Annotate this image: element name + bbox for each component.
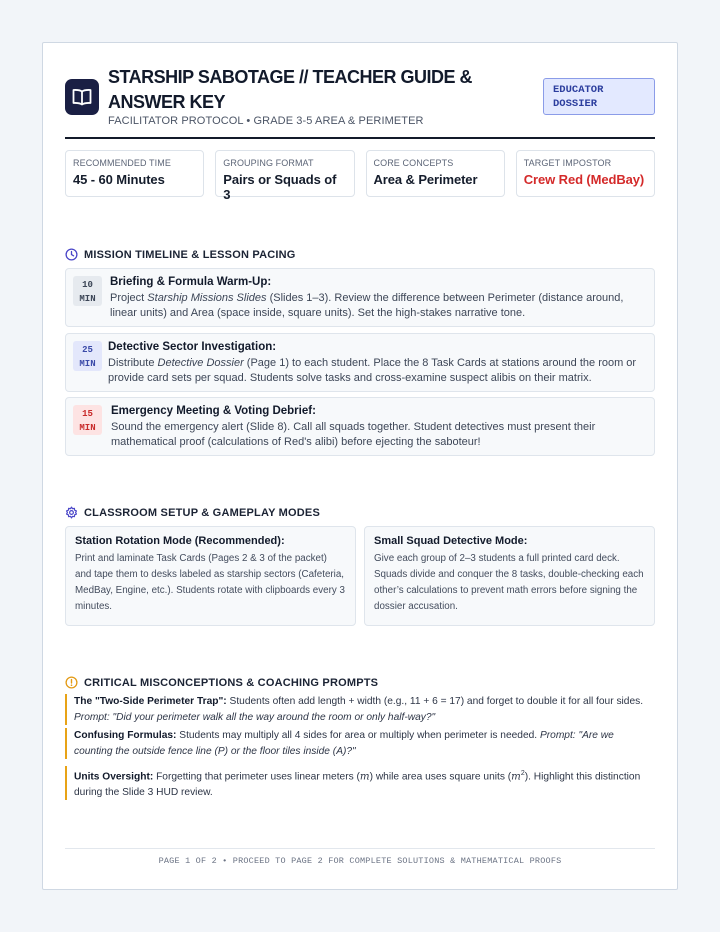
duration-unit: MIN xyxy=(79,359,96,369)
page-footer: PAGE 1 OF 2 • PROCEED TO PAGE 2 FOR COMPLETE SOLUTIONS & MATHEMATICAL PROOFS xyxy=(158,856,562,866)
footer-divider xyxy=(65,848,655,849)
timeline-heading xyxy=(65,248,296,261)
book-icon xyxy=(65,79,99,115)
alert-icon xyxy=(65,676,78,689)
timeline-item xyxy=(65,333,655,392)
header-divider xyxy=(65,137,655,139)
timeline-item-desc: Sound the emergency alert (Slide 8). Call all squads together. Student detectives must present their mathematical proof (calculations of Red's alibi) before ejecting the saboteur! xyxy=(111,421,596,448)
info-card-value: Area & Perimeter xyxy=(373,172,478,187)
timeline-item xyxy=(65,268,655,327)
info-card-value: Crew Red (MedBay) xyxy=(523,172,645,187)
misconception-item: Confusing Formulas: Students may multiply all 4 sides for area or multiply when perimeter is needed. Prompt: "Are we counting the outside fence line (P) or the floor tiles inside (A)?" xyxy=(65,728,655,759)
timeline-item-title: Detective Sector Investigation: xyxy=(108,341,277,353)
info-card-label: RECOMMENDED TIME xyxy=(73,158,171,168)
info-card-concepts xyxy=(366,150,505,197)
timeline-heading-text: MISSION TIMELINE & LESSON PACING xyxy=(84,248,296,261)
mode-desc: Print and laminate Task Cards (Pages 2 & 3 of the packet) and tape them to desks labeled as starship sectors (Cafeteria, MedBay, Engine, etc.). Students rotate with clipboards every 3 minutes. xyxy=(75,553,345,612)
misconception-item: Units Oversight: Forgetting that perimeter uses linear meters (m) while area uses square units $(m^2)$. Highlight this distinction during the Slide 3 HUD review. xyxy=(65,766,655,800)
duration-unit: MIN xyxy=(79,423,96,433)
timeline-item xyxy=(65,397,655,456)
duration-value: 25 xyxy=(82,345,93,355)
badge-line-1: EDUCATOR xyxy=(553,84,604,96)
info-card-label: GROUPING FORMAT xyxy=(223,158,314,168)
info-card-time xyxy=(65,150,204,197)
info-card-grouping xyxy=(215,150,354,202)
setup-heading xyxy=(65,506,320,519)
info-card-label: CORE CONCEPTS xyxy=(373,158,454,168)
page-subtitle: FACILITATOR PROTOCOL • GRADE 3-5 AREA & PERIMETER xyxy=(108,115,424,127)
timeline-item-desc: Project Starship Missions Slides (Slides 1–3). Review the difference between Perimeter (distance around, linear units) and Area (space inside, square units). Set the high-stakes narrative tone. xyxy=(110,292,624,319)
duration-badge xyxy=(73,276,102,306)
info-card-label: TARGET IMPOSTOR xyxy=(523,158,612,168)
duration-badge xyxy=(73,341,102,371)
timeline-item-title: Briefing & Formula Warm-Up: xyxy=(110,276,272,288)
mode-card-squad xyxy=(364,526,655,626)
mode-card-station xyxy=(65,526,356,626)
info-card-value: 45 - 60 Minutes xyxy=(73,172,165,187)
document-page xyxy=(42,42,678,890)
info-card-value: Pairs or Squads of 3 xyxy=(223,172,337,202)
badge-line-2: DOSSIER xyxy=(553,98,598,110)
page-title: STARSHIP SABOTAGE // TEACHER GUIDE & ANSWER KEY xyxy=(108,67,473,112)
duration-value: 10 xyxy=(82,280,93,290)
duration-unit: MIN xyxy=(79,294,96,304)
info-cards xyxy=(65,150,655,202)
gear-icon xyxy=(65,506,78,519)
mode-desc: Give each group of 2–3 students a full printed card deck. Squads divide and conquer the 8 tasks, double-checking each other’s calculations to prevent math errors before signing the dossier accusation. xyxy=(374,553,644,612)
mode-title: Station Rotation Mode (Recommended): xyxy=(75,535,285,547)
mode-title: Small Squad Detective Mode: xyxy=(374,535,528,547)
info-card-impostor xyxy=(516,150,655,197)
clock-icon xyxy=(65,248,78,261)
educator-dossier-badge xyxy=(543,78,655,115)
duration-value: 15 xyxy=(82,409,93,419)
duration-badge xyxy=(73,405,102,435)
misconceptions-heading-text: CRITICAL MISCONCEPTIONS & COACHING PROMPTS xyxy=(84,676,379,689)
timeline-item-title: Emergency Meeting & Voting Debrief: xyxy=(111,405,316,417)
timeline-item-desc: Distribute Detective Dossier (Page 1) to each student. Place the 8 Task Cards at stations around the room or provide card sets per squad. Students solve tasks and cross-examine suspect alibis on their matrix. xyxy=(108,357,637,384)
setup-heading-text: CLASSROOM SETUP & GAMEPLAY MODES xyxy=(84,506,321,519)
misconceptions-heading xyxy=(65,676,378,689)
misconception-item: The "Two-Side Perimeter Trap": Students often add length + width (e.g., 11 + 6 = 17) and forget to double it for all four sides. Prompt: "Did your perimeter walk all the way around the room or only half-way?" xyxy=(65,694,655,725)
